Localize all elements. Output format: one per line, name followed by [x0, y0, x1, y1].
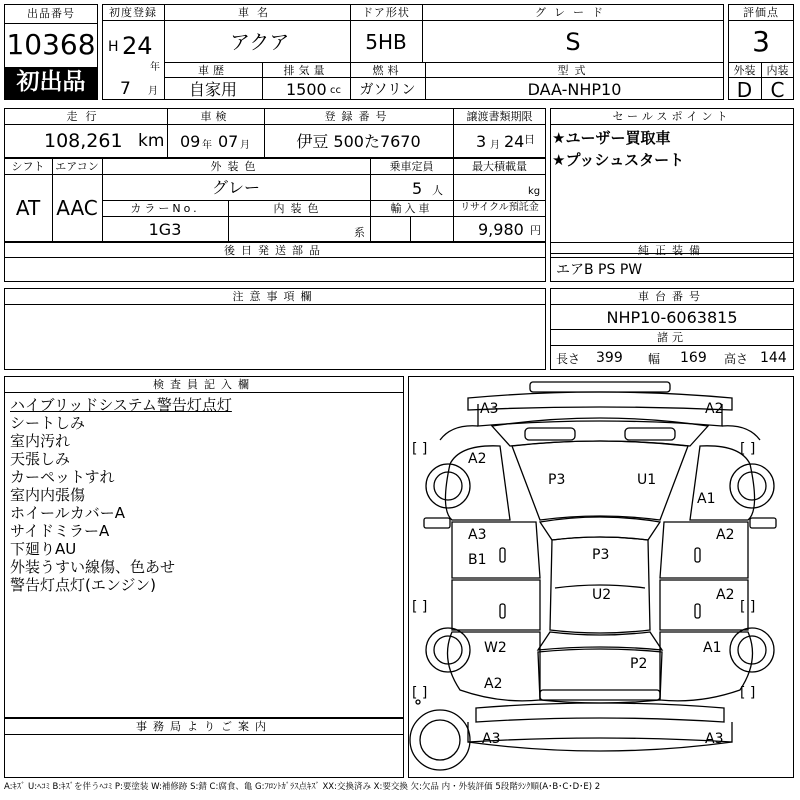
mark-front-right: A2 [705, 401, 724, 417]
history: 自家用 [188, 80, 237, 99]
mark-rear-right-wheel: A1 [703, 640, 722, 656]
capacity-label: 乗車定員 [389, 160, 434, 173]
shift: AT [15, 196, 41, 220]
length-value: 399 [596, 350, 623, 366]
ac-label: エアコン [55, 160, 99, 173]
mileage-unit: km [138, 131, 165, 151]
mark-front-door-left-b: B1 [468, 552, 487, 568]
door-label: ドア形状 [362, 6, 410, 19]
bracket-left-mid: [ ] [412, 599, 428, 615]
score: 3 [752, 25, 770, 58]
transfer-day-unit: 日 [524, 133, 535, 146]
model-label: 型式 [557, 64, 592, 77]
sales-point-2: ★プッシュスタート [552, 151, 685, 169]
plate-number: 伊豆 500た7670 [296, 132, 421, 151]
mark-fr-fender: A1 [697, 491, 716, 507]
mark-fl-fender: A2 [468, 451, 487, 467]
mileage-label: 走行 [66, 110, 105, 123]
mark-front-left: A3 [480, 401, 499, 417]
interior-color-label: 内装色 [273, 202, 325, 215]
fuel: ガソリン [359, 82, 416, 98]
first-listing-text: 初出品 [16, 69, 86, 95]
inspection-month: 07 [218, 132, 239, 151]
length-label: 長さ [556, 352, 581, 366]
history-label: 車歴 [198, 64, 228, 77]
office-label: 事務局よりご案内 [136, 720, 272, 733]
inspection-month-unit: 月 [240, 140, 250, 151]
mark-rear-left: A3 [482, 731, 501, 747]
inspector-line-3: 室内汚れ [10, 432, 71, 450]
first-listing-badge [5, 67, 97, 99]
inspector-line-5: カーペットすれ [10, 468, 115, 486]
exterior-color: グレー [211, 178, 260, 197]
lot-number-label: 出品番号 [27, 7, 75, 20]
height-value: 144 [760, 350, 787, 366]
inspector-line-9: 下廻りAU [10, 540, 77, 558]
transfer-month-unit: 月 [490, 140, 500, 151]
genuine-equipment-value: エアB PS PW [556, 262, 643, 278]
transfer-doc-label: 譲渡書類期限 [466, 110, 533, 123]
inspector-line-1: ハイブリッドシステム警告灯点灯 [10, 396, 232, 414]
registration-year: 24 [122, 32, 153, 60]
car-name: アクア [230, 30, 290, 54]
capacity: 5 [412, 179, 423, 198]
inspector-line-6: 室内内張傷 [10, 486, 86, 504]
fuel-label: 燃料 [372, 64, 403, 77]
model-code: DAA-NHP10 [527, 80, 622, 99]
grade: S [565, 28, 581, 56]
year-unit: 年 [150, 62, 161, 73]
bracket-right-mid: [ ] [740, 599, 756, 615]
displacement: 1500 [286, 80, 327, 99]
shift-label: シフト [11, 160, 45, 173]
inspection-year-unit: 年 [202, 140, 212, 151]
bracket-right-bottom: [ ] [740, 685, 756, 701]
mark-rear-right: A3 [705, 731, 724, 747]
car-name-label: 車名 [238, 6, 276, 19]
mark-rear-left-quarter: A2 [484, 676, 503, 692]
mark-trunk: P2 [630, 656, 648, 672]
color-number: 1G3 [148, 220, 182, 239]
inspector-line-2: シートしみ [10, 414, 86, 432]
lot-number: 10368 [6, 28, 96, 61]
recycle-unit: 円 [530, 224, 541, 237]
chassis-number: NHP10-6063815 [606, 308, 738, 327]
mark-hood-right: U1 [637, 472, 657, 488]
lot-number-box [4, 4, 98, 100]
mark-rear-door-right: A2 [716, 587, 735, 603]
inspector-line-7: ホイールカバーA [10, 504, 125, 522]
first-registration-label: 初度登録 [109, 6, 157, 19]
interior-grade-label: 内装 [766, 64, 789, 77]
height-label: 高さ [724, 352, 749, 366]
inspector-label: 検査員記入欄 [153, 378, 255, 391]
mark-front-door-left-a: A3 [468, 527, 487, 543]
era: H [108, 39, 119, 55]
transfer-day: 24 [504, 132, 525, 151]
genuine-equipment-label: 純正装備 [638, 244, 706, 257]
month-unit: 月 [148, 86, 159, 97]
interior-color-unit: 系 [354, 226, 365, 239]
later-parts-label: 後日発送部品 [224, 244, 326, 257]
sales-point-1: ★ユーザー買取車 [552, 129, 671, 147]
exterior-color-label: 外装色 [210, 160, 262, 173]
exterior-grade-label: 外装 [733, 64, 756, 77]
inspector-line-4: 天張しみ [10, 450, 71, 468]
max-load-unit: kg [528, 186, 541, 197]
grade-label: グレード [535, 6, 611, 19]
recycle-label: リサイクル預託金 [460, 202, 539, 213]
inspector-line-8: サイドミラーA [10, 522, 110, 540]
door-type: 5HB [365, 30, 407, 54]
bracket-left: [ ] [412, 441, 428, 457]
mileage: 108,261 [44, 130, 123, 152]
bracket-left-bottom: [ ] [412, 685, 428, 701]
exterior-grade: D [736, 78, 753, 102]
max-load-label: 最大積載量 [472, 160, 527, 173]
inspector-line-10: 外装うすい線傷、色あせ [10, 558, 176, 576]
inspector-line-11: 警告灯点灯(エンジン) [10, 576, 156, 594]
air-conditioner: AAC [56, 196, 98, 220]
import-label: 輸入車 [390, 202, 433, 215]
registration-month: 7 [120, 79, 131, 99]
mark-hood-left: P3 [548, 472, 566, 488]
width-label: 幅 [648, 352, 661, 366]
notes-label: 注意事項欄 [232, 290, 318, 303]
inspection-year: 09 [180, 132, 201, 151]
capacity-unit: 人 [432, 184, 443, 197]
inspection-label: 車検 [200, 110, 231, 123]
displacement-label: 排気量 [283, 64, 329, 77]
recycle-deposit: 9,980 [478, 220, 524, 239]
damage-diagram-box [408, 376, 794, 778]
sales-points-label: セールスポイント [612, 110, 732, 123]
mark-front-door-right: A2 [716, 527, 735, 543]
mark-roof-b: U2 [592, 587, 612, 603]
mark-roof-a: P3 [592, 547, 610, 563]
transfer-month: 3 [476, 132, 487, 151]
plate-label: 登録番号 [324, 110, 393, 123]
mark-rear-left-wheel: W2 [484, 640, 507, 656]
bracket-right: [ ] [740, 441, 756, 457]
damage-legend: A:ｷｽﾞ U:ﾍｺﾐ B:ｷｽﾞを伴うﾍｺﾐ P:要塗装 W:補修跡 S:錆 C:腐食、亀 G:ﾌﾛﾝﾄｶﾞﾗｽ点ｷｽﾞ XX:交換済み X:要交換 欠:欠品 内・外装評価 5段階ﾗﾝｸ順(A･B･C･D･E) 2 [4, 782, 601, 792]
chassis-label: 車台番号 [638, 290, 706, 303]
color-no-label: カラーNo. [130, 202, 200, 215]
interior-grade: C [770, 78, 785, 102]
specs-label: 諸元 [657, 331, 687, 344]
width-value: 169 [680, 350, 707, 366]
score-label: 評価点 [743, 6, 779, 19]
displacement-unit: cc [330, 85, 341, 96]
